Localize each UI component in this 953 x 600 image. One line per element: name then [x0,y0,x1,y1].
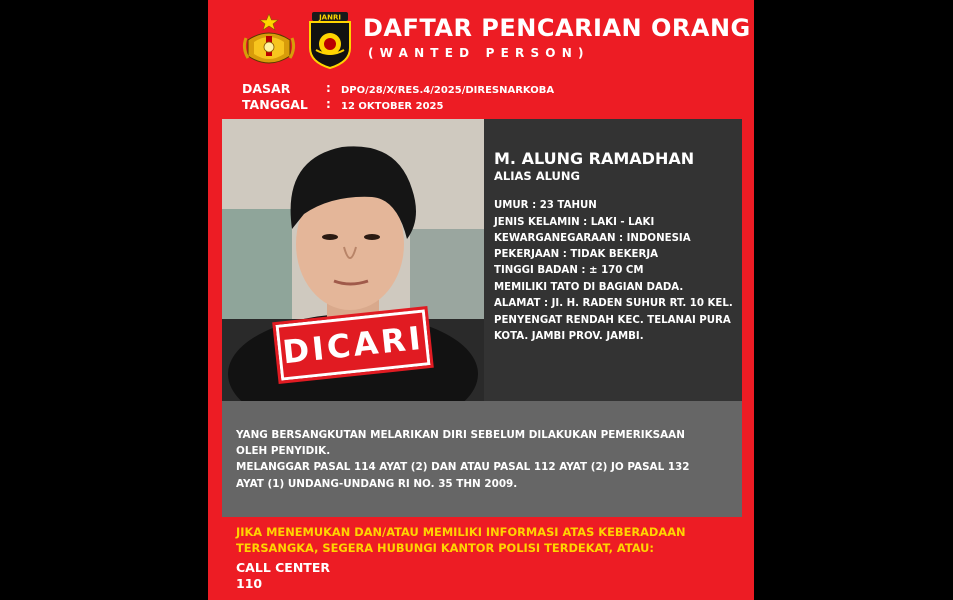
description-line-4: AYAT (1) UNDANG-UNDANG RI NO. 35 THN 2009. [236,478,518,490]
description-line-1: YANG BERSANGKUTAN MELARIKAN DIRI SEBELUM DILAKUKAN PEMERIKSAAN [236,429,685,441]
notice-line-2: TERSANGKA, SEGERA HUBUNGI KANTOR POLISI TERDEKAT, ATAU: [236,541,654,555]
tanggal-value: 12 OKTOBER 2025 [341,101,444,112]
detail-kewarganegaraan: KEWARGANEGARAAN : INDONESIA [494,233,691,244]
description-line-3: MELANGGAR PASAL 114 AYAT (2) DAN ATAU PASAL 112 AYAT (2) JO PASAL 132 [236,461,690,473]
police-emblem-icon [240,12,298,70]
detail-umur: UMUR : 23 TAHUN [494,200,597,211]
notice-line-1: JIKA MENEMUKAN DAN/ATAU MEMILIKI INFORMASI ATAS KEBERADAAN [236,525,686,539]
call-center-label: CALL CENTER [236,560,330,575]
call-center-number: 110 [236,576,263,591]
janri-badge-text: JANRI [319,13,341,22]
dasar-label: DASAR [242,81,291,96]
dasar-colon: : [326,81,331,95]
description-line-2: OLEH PENYIDIK. [236,445,331,457]
suspect-name: M. ALUNG RAMADHAN [494,149,695,168]
dasar-value: DPO/28/X/RES.4/2025/DIRESNARKOBA [341,85,555,96]
poster-title: DAFTAR PENCARIAN ORANG [363,14,751,42]
detail-tinggi-badan: TINGGI BADAN : ± 170 CM [494,265,644,276]
detail-alamat-3: KOTA. JAMBI PROV. JAMBI. [494,331,644,342]
suspect-alias: ALIAS ALUNG [494,169,580,183]
detail-alamat-2: PENYENGAT RENDAH KEC. TELANAI PURA [494,315,731,326]
detail-tato: MEMILIKI TATO DI BAGIAN DADA. [494,282,684,293]
dicari-stamp: DICARI [275,309,430,380]
tanggal-colon: : [326,97,331,111]
wanted-poster [208,0,754,600]
detail-pekerjaan: PEKERJAAN : TIDAK BEKERJA [494,249,658,260]
tanggal-label: TANGGAL [242,97,308,112]
poster-subtitle: (WANTED PERSON) [368,46,590,60]
detail-alamat-1: ALAMAT : JI. H. RADEN SUHUR RT. 10 KEL. [494,298,733,309]
detail-jenis-kelamin: JENIS KELAMIN : LAKI - LAKI [494,217,655,228]
janri-badge-icon [306,10,354,70]
suspect-info-panel [484,119,742,401]
description-panel [222,401,742,517]
